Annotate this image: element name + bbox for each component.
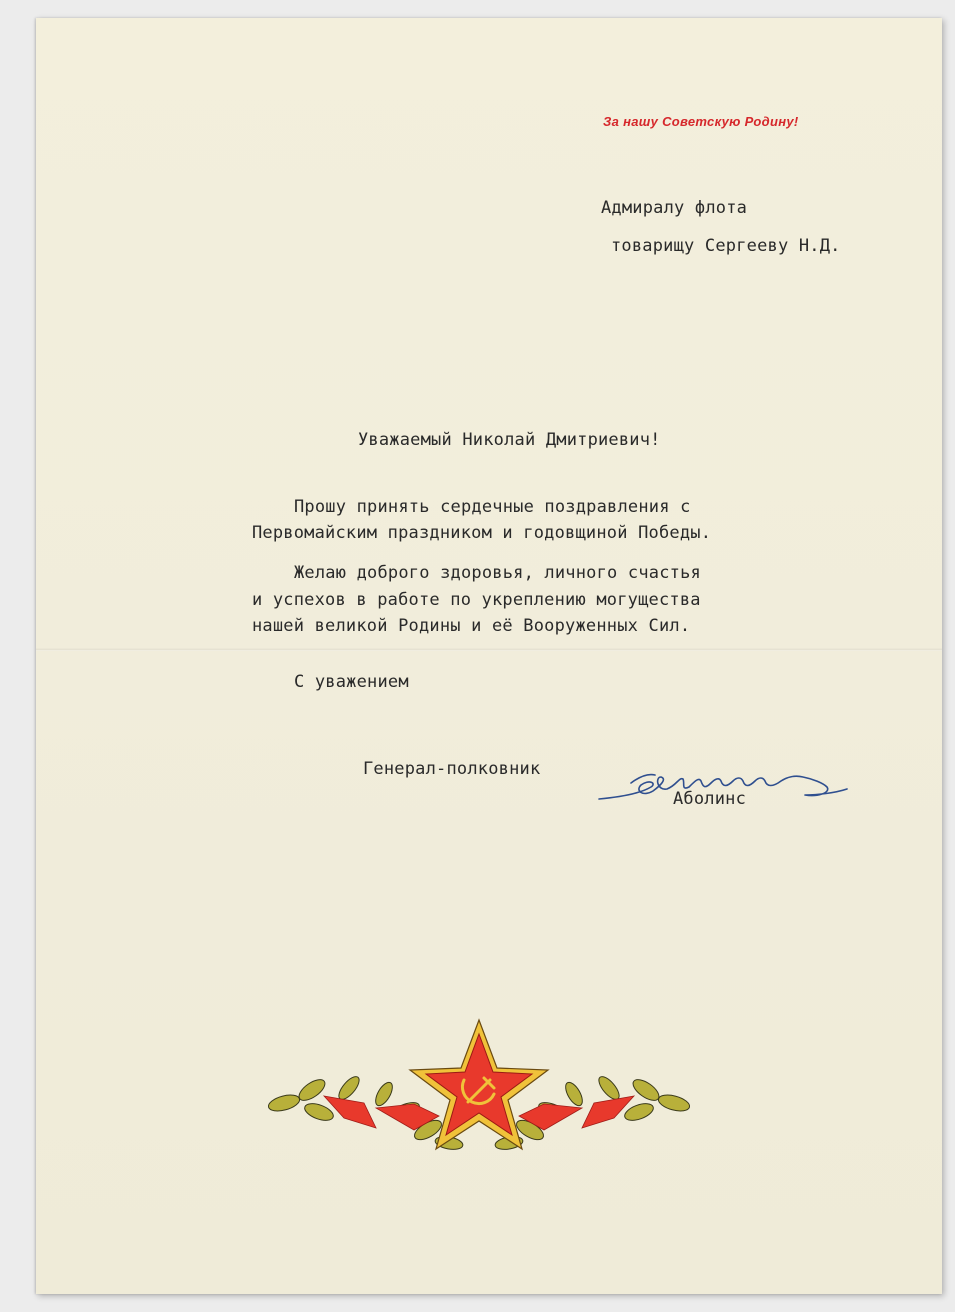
letterhead-slogan: За нашу Советскую Родину! (603, 114, 799, 129)
paragraph-1-line-1: Прошу принять сердечные поздравления с (294, 497, 691, 517)
signatory-rank: Генерал-полковник (363, 759, 541, 779)
paper-fold-line (36, 648, 942, 651)
paragraph-2-line-3: нашей великой Родины и её Вооруженных Сил. (252, 616, 691, 636)
salutation: Уважаемый Николай Дмитриевич! (358, 430, 661, 450)
soviet-star-laurel-emblem (264, 1018, 694, 1153)
closing-phrase: С уважением (294, 672, 409, 692)
paragraph-2-line-2: и успехов в работе по укреплению могущества (252, 590, 701, 610)
letter-sheet (36, 18, 942, 1294)
paragraph-2-line-1: Желаю доброго здоровья, личного счастья (294, 563, 701, 583)
paragraph-1-line-2: Первомайским праздником и годовщиной Победы. (252, 523, 712, 543)
addressee-line-1: Адмиралу флота (601, 198, 748, 218)
signatory-name: Аболинс (673, 789, 747, 809)
addressee-line-2: товарищу Сергееву Н.Д. (611, 236, 841, 256)
